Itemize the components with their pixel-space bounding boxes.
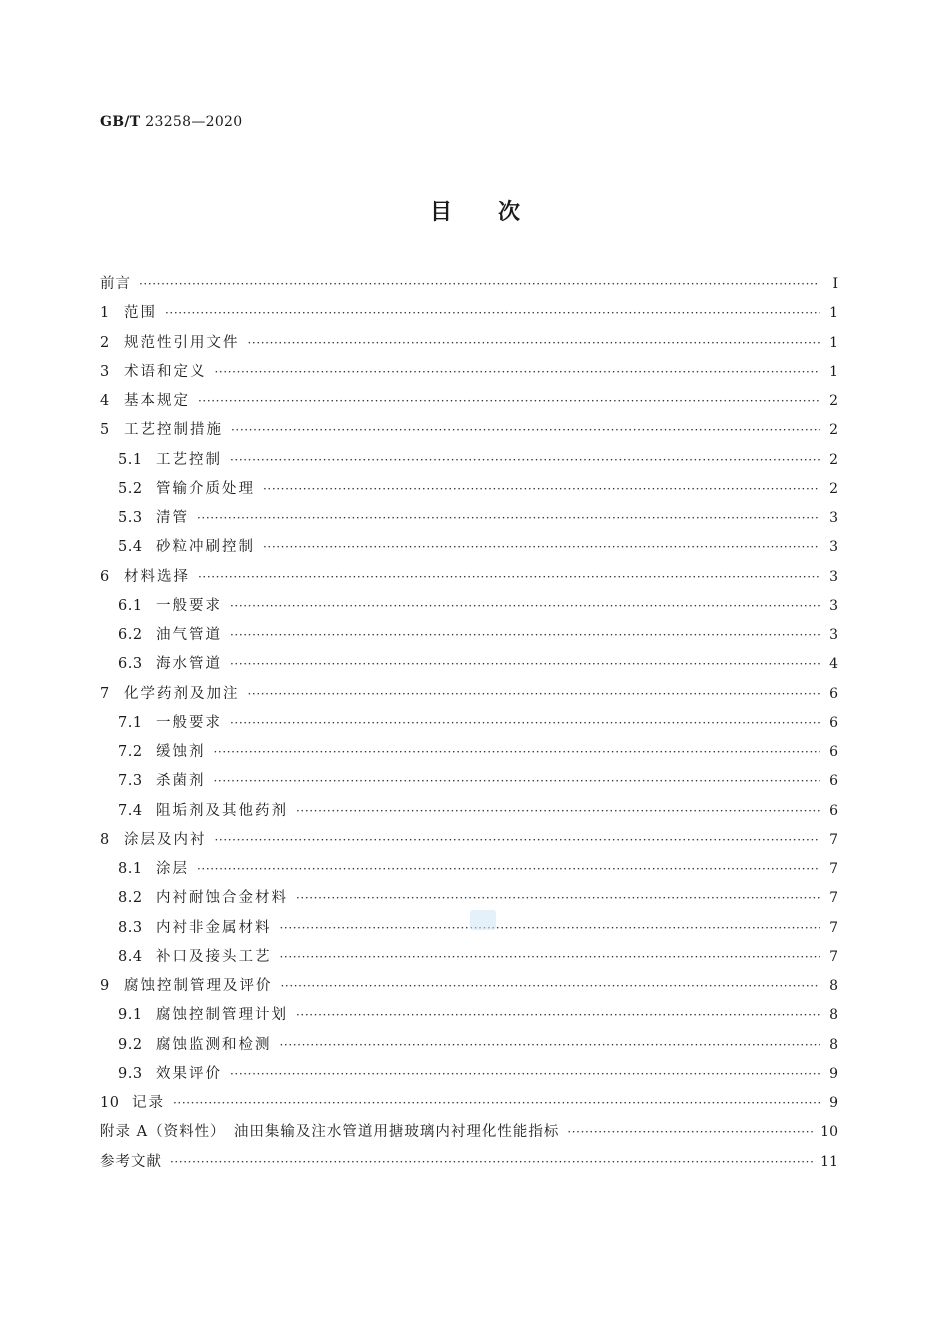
toc-entry-number: 6.1: [118, 597, 143, 614]
toc-entry-number: 9: [100, 978, 110, 994]
toc-entry-number: 8.4: [118, 948, 143, 965]
toc-dot-leader: [296, 1001, 820, 1030]
toc-dot-leader: [197, 504, 820, 533]
toc-entry-label: 记录: [132, 1095, 165, 1111]
toc-entry-number: 7.1: [118, 714, 143, 731]
toc-entry-page: 6: [829, 802, 838, 819]
toc-entry[interactable]: [100, 738, 838, 767]
toc-dot-leader: [230, 446, 820, 475]
toc-entry-page: 6: [829, 685, 838, 702]
toc-entry[interactable]: [100, 797, 838, 826]
toc-entry[interactable]: [100, 416, 838, 445]
toc-entry-page: 2: [829, 451, 838, 468]
toc-entry-number: 7.4: [118, 802, 143, 819]
toc-entry-page: 7: [829, 861, 838, 877]
toc-dot-leader: [214, 767, 821, 796]
toc-entry-page: 1: [829, 305, 838, 322]
toc-entry[interactable]: [100, 1001, 838, 1030]
toc-entry-label: 管输介质处理: [156, 480, 255, 497]
toc-entry-page: 7: [829, 919, 838, 936]
toc-dot-leader: [165, 299, 820, 328]
toc-entry-label: 工艺控制措施: [124, 422, 223, 439]
watermark-stamp: [470, 910, 496, 930]
toc-dot-leader: [214, 738, 821, 767]
toc-entry[interactable]: [100, 767, 838, 796]
toc-entry-label: 工艺控制: [156, 451, 222, 468]
toc-entry-number: 5: [100, 422, 110, 439]
toc-entry-number: 6: [100, 568, 110, 585]
toc-dot-leader: [567, 1118, 814, 1147]
toc-entry-label: 海水管道: [156, 656, 222, 673]
toc-entry-label: 附录 A（资料性） 油田集输及注水管道用搪玻璃内衬理化性能指标: [100, 1124, 560, 1141]
toc-entry-page: 2: [829, 422, 838, 439]
toc-entry-page: 7: [829, 948, 838, 965]
toc-entry[interactable]: [100, 914, 838, 943]
toc-entry-page: 6: [829, 714, 838, 731]
toc-entry-page: Ⅰ: [832, 276, 838, 292]
toc-entry-number: 8.1: [118, 861, 143, 877]
toc-entry-label: 基本规定: [124, 393, 190, 409]
toc-entry-page: 8: [829, 1036, 838, 1053]
toc-entry-number: 5.3: [118, 510, 143, 526]
toc-entry-label: 内衬非金属材料: [156, 919, 272, 936]
toc-entry[interactable]: [100, 299, 838, 328]
toc-entry-page: 1: [829, 363, 838, 380]
toc-dot-leader: [296, 884, 820, 913]
page-title: 目次: [429, 200, 566, 225]
toc-entry-label: 杀菌剂: [156, 773, 206, 790]
toc-entry-label: 材料选择: [124, 568, 190, 585]
toc-dot-leader: [280, 1031, 821, 1060]
toc-entry-number: 9.3: [118, 1065, 143, 1082]
standard-number: [100, 114, 242, 130]
toc-entry-page: 3: [829, 597, 838, 614]
toc-entry-label: 腐蚀监测和检测: [156, 1036, 272, 1053]
toc-entry[interactable]: [100, 446, 838, 475]
toc-entry[interactable]: [100, 533, 838, 562]
toc-dot-leader: [230, 650, 820, 679]
toc-entry-number: 6.3: [118, 656, 143, 673]
toc-entry[interactable]: [100, 475, 838, 504]
toc-entry-page: 11: [820, 1153, 838, 1170]
toc-entry-number: 3: [100, 363, 110, 380]
toc-entry-number: 7.3: [118, 773, 143, 790]
toc-dot-leader: [231, 416, 820, 445]
toc-entry-label: 化学药剂及加注: [124, 685, 240, 702]
toc-entry-number: 5.1: [118, 451, 143, 468]
toc-dot-leader: [248, 680, 821, 709]
toc-entry-label: 砂粒冲刷控制: [156, 539, 255, 556]
toc-entry-number: 5.2: [118, 480, 143, 497]
toc-dot-leader: [198, 387, 820, 416]
toc-entry-page: 9: [829, 1065, 838, 1082]
toc-entry-page: 4: [829, 656, 838, 673]
toc-dot-leader: [230, 592, 820, 621]
toc-entry-label: 前言: [100, 276, 131, 292]
toc-entry[interactable]: [100, 1089, 838, 1118]
toc-entry[interactable]: [100, 1118, 838, 1147]
toc-entry[interactable]: [100, 329, 838, 358]
toc-entry[interactable]: [100, 504, 838, 533]
toc-entry-label: 效果评价: [156, 1065, 222, 1082]
toc-entry-label: 参考文献: [100, 1153, 162, 1170]
toc-dot-leader: [197, 855, 820, 884]
toc-entry-number: 9.2: [118, 1036, 143, 1053]
toc-entry-number: 8.2: [118, 890, 143, 907]
toc-entry-page: 3: [829, 510, 838, 526]
toc-dot-leader: [170, 1148, 814, 1177]
toc-entry[interactable]: [100, 387, 838, 416]
toc-entry-label: 术语和定义: [124, 363, 207, 380]
toc-entry-page: 3: [829, 627, 838, 643]
toc-dot-leader: [173, 1089, 820, 1118]
toc-entry-number: 9.1: [118, 1007, 143, 1024]
toc-dot-leader: [296, 797, 820, 826]
toc-entry[interactable]: [100, 884, 838, 913]
toc-entry-label: 一般要求: [156, 597, 222, 614]
toc-entry[interactable]: [100, 943, 838, 972]
toc-entry[interactable]: [100, 621, 838, 650]
toc-entry-label: 补口及接头工艺: [156, 948, 272, 965]
toc-entry-label: 涂层: [156, 861, 189, 877]
toc-entry-label: 内衬耐蚀合金材料: [156, 890, 288, 907]
toc-dot-leader: [281, 972, 821, 1001]
toc-entry-page: 2: [829, 480, 838, 497]
toc-entry-number: 8.3: [118, 919, 143, 936]
toc-dot-leader: [215, 826, 821, 855]
table-of-contents: [100, 270, 838, 1177]
toc-dot-leader: [280, 943, 821, 972]
toc-entry-number: 7.2: [118, 744, 143, 760]
toc-entry-label: 腐蚀控制管理计划: [156, 1007, 288, 1024]
toc-entry-number: 4: [100, 393, 110, 409]
toc-entry-page: 3: [829, 568, 838, 585]
toc-entry-number: 7: [100, 685, 110, 702]
toc-entry-page: 6: [829, 773, 838, 790]
toc-entry-page: 6: [829, 744, 838, 760]
toc-entry-page: 7: [829, 890, 838, 907]
toc-dot-leader: [230, 709, 820, 738]
toc-entry-page: 8: [829, 978, 838, 994]
toc-dot-leader: [248, 329, 821, 358]
toc-entry-number: 8: [100, 831, 110, 848]
toc-entry-label: 清管: [156, 510, 189, 526]
toc-entry[interactable]: [100, 680, 838, 709]
toc-entry-number: 5.4: [118, 539, 143, 556]
toc-entry-page: 2: [829, 393, 838, 409]
toc-entry-page: 10: [820, 1124, 838, 1141]
toc-dot-leader: [230, 1060, 820, 1089]
toc-entry-page: 7: [829, 831, 838, 848]
toc-entry[interactable]: [100, 855, 838, 884]
toc-entry-label: 涂层及内衬: [124, 831, 207, 848]
toc-entry-label: 油气管道: [156, 627, 222, 643]
toc-entry-label: 阻垢剂及其他药剂: [156, 802, 288, 819]
toc-entry[interactable]: [100, 1060, 838, 1089]
toc-entry[interactable]: [100, 592, 838, 621]
toc-entry[interactable]: [100, 1031, 838, 1060]
toc-entry-label: 一般要求: [156, 714, 222, 731]
toc-entry-page: 1: [829, 334, 838, 351]
toc-entry-label: 缓蚀剂: [156, 744, 206, 760]
toc-entry-number: 6.2: [118, 627, 143, 643]
toc-dot-leader: [263, 533, 820, 562]
toc-entry-page: 3: [829, 539, 838, 556]
toc-entry[interactable]: [100, 1148, 838, 1177]
toc-entry-label: 范围: [124, 305, 157, 322]
standard-code: GB/T: [100, 114, 141, 130]
toc-entry[interactable]: [100, 709, 838, 738]
standard-year-number: 23258—2020: [145, 114, 243, 130]
toc-entry-number: 1: [100, 305, 110, 322]
toc-entry[interactable]: [100, 650, 838, 679]
toc-entry-number: 10: [100, 1095, 120, 1111]
toc-entry[interactable]: [100, 972, 838, 1001]
toc-entry[interactable]: [100, 826, 838, 855]
toc-entry-label: 腐蚀控制管理及评价: [124, 978, 273, 994]
toc-dot-leader: [280, 914, 821, 943]
toc-entry[interactable]: [100, 270, 838, 299]
toc-entry-number: 2: [100, 334, 110, 351]
toc-entry[interactable]: [100, 563, 838, 592]
toc-entry-label: 规范性引用文件: [124, 334, 240, 351]
toc-entry-page: 8: [829, 1007, 838, 1024]
toc-dot-leader: [263, 475, 820, 504]
toc-dot-leader: [139, 270, 820, 299]
toc-entry-page: 9: [829, 1095, 838, 1111]
toc-dot-leader: [198, 563, 820, 592]
toc-dot-leader: [230, 621, 820, 650]
toc-dot-leader: [215, 358, 821, 387]
toc-entry[interactable]: [100, 358, 838, 387]
